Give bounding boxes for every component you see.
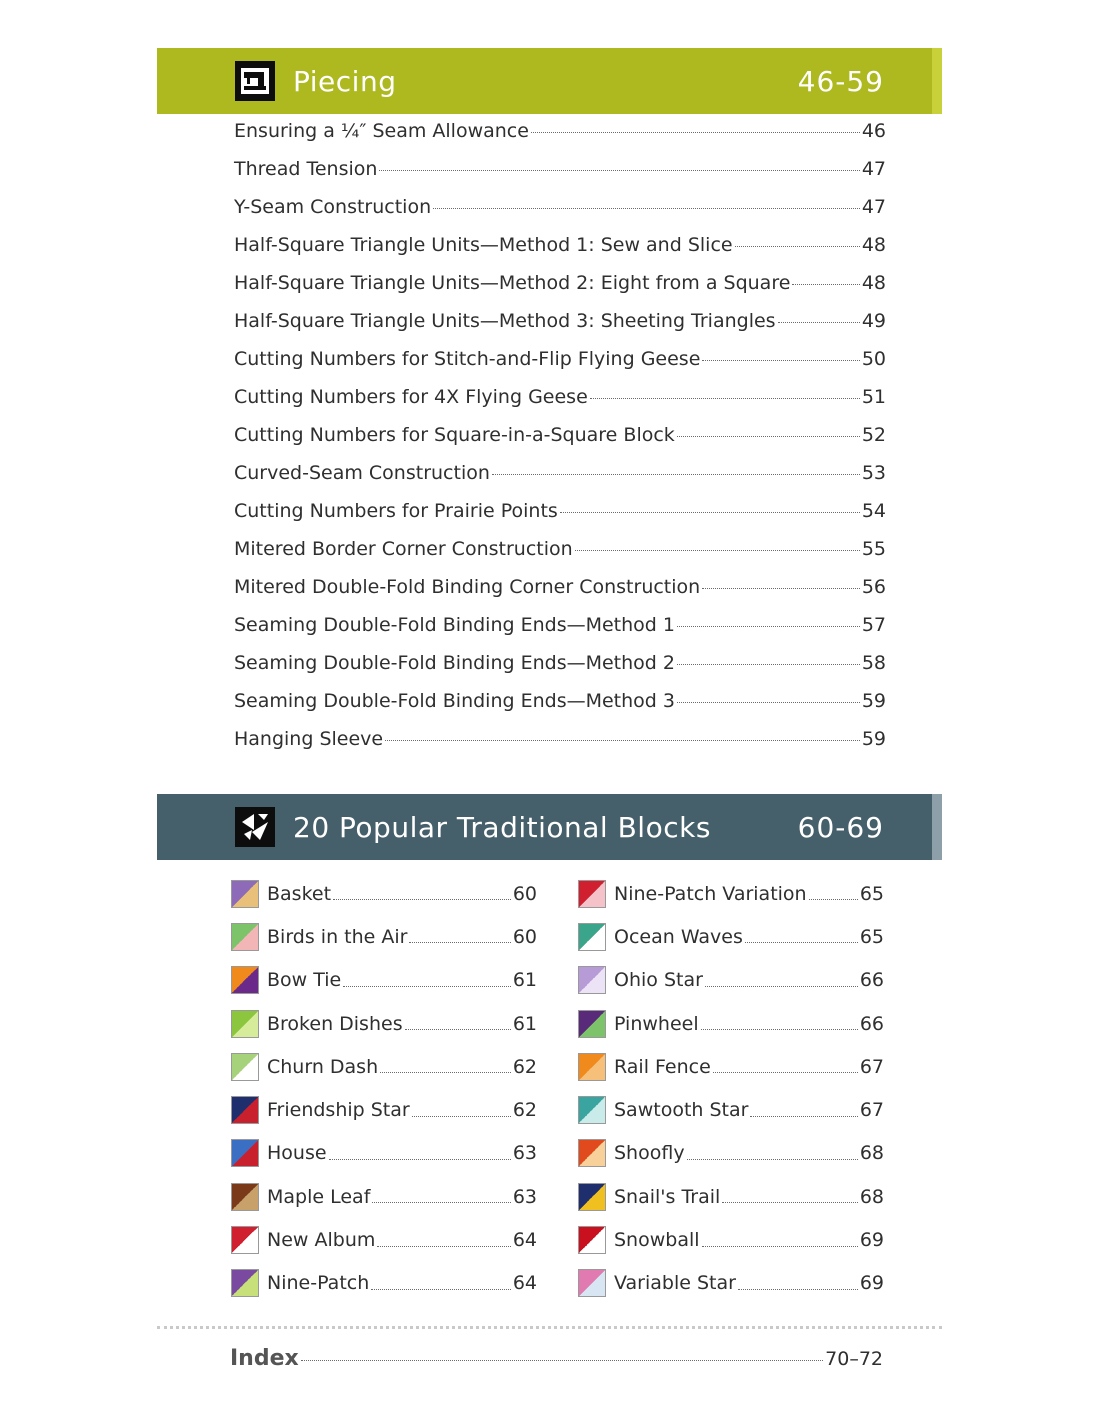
toc-entry-label: Half-Square Triangle Units—Method 2: Eight from a Square <box>234 272 791 294</box>
block-entry-page: 62 <box>512 1055 537 1078</box>
leader-dots <box>405 1029 511 1030</box>
toc-entry-label: Seaming Double-Fold Binding Ends—Method 1 <box>234 614 675 636</box>
block-entry-page: 61 <box>512 969 537 992</box>
block-entry[interactable] <box>578 1088 884 1131</box>
block-entry-label: Basket <box>267 882 332 905</box>
block-entry-label: Snail's Trail <box>614 1185 721 1208</box>
leader-dots <box>792 284 859 285</box>
leader-dots <box>702 1246 858 1247</box>
leader-dots <box>371 1289 511 1290</box>
leader-dots <box>735 246 860 247</box>
block-entry-page: 61 <box>512 1012 537 1035</box>
blocks-list-right <box>578 872 884 1305</box>
leader-dots <box>677 626 860 627</box>
block-entry[interactable] <box>231 1262 537 1305</box>
block-entry[interactable] <box>231 872 537 915</box>
section-title: Piecing <box>293 64 397 98</box>
block-entry-page: 67 <box>859 1055 884 1078</box>
snowball-block-icon <box>578 1226 606 1254</box>
toc-entry-page: 55 <box>861 538 886 560</box>
divider <box>157 1326 942 1329</box>
index-entry[interactable] <box>230 1346 883 1371</box>
flying-geese-block-icon <box>235 807 275 847</box>
toc-entry-page: 47 <box>861 158 886 180</box>
block-entry-page: 64 <box>512 1272 537 1295</box>
leader-dots <box>713 1072 858 1073</box>
birds-in-the-air-block-icon <box>231 923 259 951</box>
leader-dots <box>575 550 860 551</box>
index-page: 70–72 <box>825 1348 883 1370</box>
block-entry[interactable] <box>231 915 537 958</box>
toc-entry[interactable] <box>234 462 886 500</box>
leader-dots <box>385 740 860 741</box>
block-entry-page: 60 <box>512 882 537 905</box>
toc-entry-label: Mitered Border Corner Construction <box>234 538 573 560</box>
toc-entry[interactable] <box>234 576 886 614</box>
block-entry[interactable] <box>578 1002 884 1045</box>
piecing-entry-list <box>234 120 886 766</box>
toc-entry[interactable] <box>234 310 886 348</box>
block-entry-label: House <box>267 1142 327 1165</box>
leader-dots <box>531 132 860 133</box>
block-entry[interactable] <box>578 1262 884 1305</box>
blocks-list-left <box>231 872 537 1305</box>
block-entry-label: Friendship Star <box>267 1099 410 1122</box>
block-entry-label: Shoofly <box>614 1142 685 1165</box>
block-entry-page: 67 <box>859 1099 884 1122</box>
block-entry-label: Birds in the Air <box>267 925 408 948</box>
toc-entry-page: 52 <box>861 424 886 446</box>
shoofly-block-icon <box>578 1139 606 1167</box>
toc-entry-page: 48 <box>861 234 886 256</box>
block-entry-page: 63 <box>512 1142 537 1165</box>
toc-entry-label: Mitered Double-Fold Binding Corner Construction <box>234 576 701 598</box>
section-page-range: 46-59 <box>797 64 884 98</box>
block-entry[interactable] <box>578 1132 884 1175</box>
toc-entry[interactable] <box>234 500 886 538</box>
toc-entry[interactable] <box>234 652 886 690</box>
leader-dots <box>560 512 860 513</box>
block-entry-label: Pinwheel <box>614 1012 699 1035</box>
toc-entry-label: Cutting Numbers for Stitch-and-Flip Flying Geese <box>234 348 701 370</box>
leader-dots <box>409 942 510 943</box>
pinwheel-block-icon <box>578 1010 606 1038</box>
block-entry[interactable] <box>231 1088 537 1131</box>
leader-dots <box>705 986 858 987</box>
toc-entry-page: 49 <box>861 310 886 332</box>
toc-entry-label: Curved-Seam Construction <box>234 462 490 484</box>
toc-entry-label: Cutting Numbers for Prairie Points <box>234 500 558 522</box>
blocks-section-header <box>157 794 942 860</box>
block-entry-label: Broken Dishes <box>267 1012 403 1035</box>
block-entry-label: Snowball <box>614 1229 700 1252</box>
leader-dots <box>333 899 511 900</box>
section-page-range: 60-69 <box>797 810 884 844</box>
block-entry-label: Nine-Patch Variation <box>614 882 807 905</box>
block-entry-page: 66 <box>859 1012 884 1035</box>
maple-leaf-block-icon <box>231 1183 259 1211</box>
block-entry[interactable] <box>231 1132 537 1175</box>
block-entry[interactable] <box>578 915 884 958</box>
leader-dots <box>412 1116 511 1117</box>
block-entry-page: 60 <box>512 925 537 948</box>
block-entry-page: 63 <box>512 1185 537 1208</box>
leader-dots <box>380 1072 511 1073</box>
toc-entry-page: 59 <box>861 728 886 750</box>
block-entry[interactable] <box>231 1045 537 1088</box>
toc-entry[interactable] <box>234 386 886 424</box>
house-block-icon <box>231 1139 259 1167</box>
block-entry[interactable] <box>231 959 537 1002</box>
block-entry-label: Sawtooth Star <box>614 1099 749 1122</box>
leader-dots <box>702 588 860 589</box>
toc-entry[interactable] <box>234 728 886 766</box>
toc-entry-label: Hanging Sleeve <box>234 728 384 750</box>
churn-dash-block-icon <box>231 1053 259 1081</box>
sawtooth-star-block-icon <box>578 1096 606 1124</box>
variable-star-block-icon <box>578 1269 606 1297</box>
leader-dots <box>701 1029 858 1030</box>
block-entry-page: 62 <box>512 1099 537 1122</box>
toc-entry[interactable] <box>234 120 886 158</box>
block-entry[interactable] <box>231 1218 537 1261</box>
block-entry-label: Nine-Patch <box>267 1272 370 1295</box>
leader-dots <box>343 986 511 987</box>
nine-patch-variation-block-icon <box>578 880 606 908</box>
block-entry[interactable] <box>578 872 884 915</box>
toc-entry-page: 46 <box>861 120 886 142</box>
toc-entry-label: Seaming Double-Fold Binding Ends—Method 3 <box>234 690 675 712</box>
toc-entry-page: 50 <box>861 348 886 370</box>
block-entry[interactable] <box>578 1045 884 1088</box>
toc-entry-page: 48 <box>861 272 886 294</box>
ohio-star-block-icon <box>578 966 606 994</box>
block-entry-page: 69 <box>859 1272 884 1295</box>
leader-dots <box>433 208 860 209</box>
block-entry-label: Variable Star <box>614 1272 736 1295</box>
toc-entry[interactable] <box>234 196 886 234</box>
toc-entry-page: 59 <box>861 690 886 712</box>
leader-dots <box>379 170 859 171</box>
toc-entry-page: 53 <box>861 462 886 484</box>
toc-entry-page: 51 <box>861 386 886 408</box>
leader-dots <box>677 664 860 665</box>
leader-dots <box>702 360 859 361</box>
leader-dots <box>492 474 860 475</box>
basket-block-icon <box>231 880 259 908</box>
block-entry[interactable] <box>578 1175 884 1218</box>
piecing-section-header <box>157 48 942 114</box>
bow-tie-block-icon <box>231 966 259 994</box>
block-entry[interactable] <box>578 959 884 1002</box>
toc-entry[interactable] <box>234 424 886 462</box>
toc-entry-page: 56 <box>861 576 886 598</box>
snails-trail-block-icon <box>578 1183 606 1211</box>
block-entry-label: Churn Dash <box>267 1055 379 1078</box>
leader-dots <box>590 398 860 399</box>
leader-dots <box>677 436 860 437</box>
leader-dots <box>722 1202 858 1203</box>
nine-patch-block-icon <box>231 1269 259 1297</box>
toc-entry-label: Cutting Numbers for Square-in-a-Square Block <box>234 424 675 446</box>
leader-dots <box>687 1159 858 1160</box>
block-entry[interactable] <box>231 1175 537 1218</box>
leader-dots <box>377 1246 510 1247</box>
toc-entry[interactable] <box>234 348 886 386</box>
block-entry-page: 69 <box>859 1229 884 1252</box>
toc-entry[interactable] <box>234 690 886 728</box>
block-entry-label: Maple Leaf <box>267 1185 371 1208</box>
toc-entry[interactable] <box>234 272 886 310</box>
toc-entry-label: Seaming Double-Fold Binding Ends—Method 2 <box>234 652 675 674</box>
toc-entry-page: 58 <box>861 652 886 674</box>
leader-dots <box>738 1289 858 1290</box>
rail-fence-block-icon <box>578 1053 606 1081</box>
toc-entry-label: Cutting Numbers for 4X Flying Geese <box>234 386 588 408</box>
block-entry-label: New Album <box>267 1229 376 1252</box>
block-entry-label: Bow Tie <box>267 969 342 992</box>
block-entry-page: 66 <box>859 969 884 992</box>
section-title: 20 Popular Traditional Blocks <box>293 810 711 844</box>
index-label: Index <box>230 1346 299 1371</box>
toc-entry-page: 47 <box>861 196 886 218</box>
toc-entry-label: Half-Square Triangle Units—Method 3: Sheeting Triangles <box>234 310 776 332</box>
leader-dots <box>372 1202 510 1203</box>
broken-dishes-block-icon <box>231 1010 259 1038</box>
sewing-machine-icon <box>235 61 275 101</box>
block-entry-page: 64 <box>512 1229 537 1252</box>
toc-entry-label: Half-Square Triangle Units—Method 1: Sew and Slice <box>234 234 733 256</box>
toc-entry-label: Ensuring a ¼″ Seam Allowance <box>234 120 529 142</box>
toc-entry-label: Thread Tension <box>234 158 378 180</box>
block-entry[interactable] <box>231 1002 537 1045</box>
block-entry-page: 68 <box>859 1185 884 1208</box>
toc-entry[interactable] <box>234 158 886 196</box>
leader-dots <box>778 322 860 323</box>
toc-entry[interactable] <box>234 538 886 576</box>
block-entry[interactable] <box>578 1218 884 1261</box>
leader-dots <box>745 942 858 943</box>
ocean-waves-block-icon <box>578 923 606 951</box>
friendship-star-block-icon <box>231 1096 259 1124</box>
toc-entry-page: 57 <box>861 614 886 636</box>
toc-entry[interactable] <box>234 614 886 652</box>
block-entry-label: Ocean Waves <box>614 925 743 948</box>
block-entry-label: Ohio Star <box>614 969 703 992</box>
block-entry-page: 68 <box>859 1142 884 1165</box>
toc-entry[interactable] <box>234 234 886 272</box>
leader-dots <box>809 899 858 900</box>
block-entry-label: Rail Fence <box>614 1055 711 1078</box>
leader-dots <box>677 702 860 703</box>
leader-dots <box>301 1360 823 1361</box>
toc-entry-label: Y-Seam Construction <box>234 196 432 218</box>
leader-dots <box>750 1116 857 1117</box>
toc-entry-page: 54 <box>861 500 886 522</box>
new-album-block-icon <box>231 1226 259 1254</box>
block-entry-page: 65 <box>859 925 884 948</box>
leader-dots <box>329 1159 511 1160</box>
block-entry-page: 65 <box>859 882 884 905</box>
